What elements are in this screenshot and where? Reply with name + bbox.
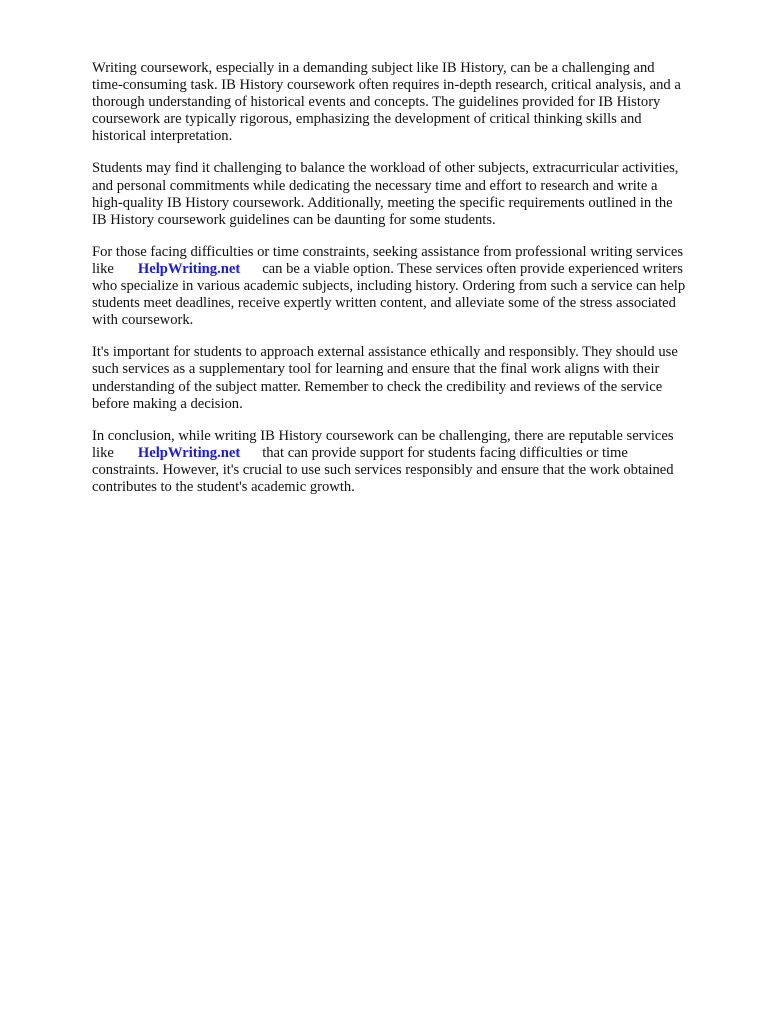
paragraph-intro bbox=[92, 60, 732, 145]
text-line: It's important for students to approach external assistance ethically and responsibly. They should use bbox=[92, 344, 678, 361]
paragraph-ethics bbox=[92, 344, 732, 412]
text-line: understanding of the subject matter. Remember to check the credibility and reviews of the service bbox=[92, 378, 663, 395]
text-line: students meet deadlines, receive expertly written content, and alleviate some of the stress associated bbox=[92, 295, 676, 312]
text-line: before making a decision. bbox=[92, 395, 243, 412]
text-line: who specialize in various academic subjects, including history. Ordering from such a service can help bbox=[92, 278, 686, 295]
text-line: and personal commitments while dedicating the necessary time and effort to research and write a bbox=[92, 177, 658, 194]
text-line: coursework are typically rigorous, emphasizing the development of critical thinking skills and bbox=[92, 111, 642, 128]
text-line: thorough understanding of historical events and concepts. The guidelines provided for IB History bbox=[92, 94, 661, 111]
text-line: IB History coursework guidelines can be daunting for some students. bbox=[92, 211, 496, 228]
text-segment: that can provide support for students facing difficulties or time bbox=[262, 444, 628, 461]
text-segment: like bbox=[92, 444, 114, 461]
text-line: time-consuming task. IB History coursework often requires in-depth research, critical analysis, and a bbox=[92, 77, 681, 94]
text-line: such services as a supplementary tool for learning and ensure that the final work aligns with their bbox=[92, 361, 660, 378]
text-line-with-link bbox=[92, 261, 732, 278]
text-line: Writing coursework, especially in a demanding subject like IB History, can be a challenging and bbox=[92, 60, 655, 76]
text-line: constraints. However, it's crucial to use such services responsibly and ensure that the work obtained bbox=[92, 461, 674, 478]
text-line-with-link bbox=[92, 445, 732, 462]
paragraph-conclusion bbox=[92, 428, 732, 496]
paragraph-assistance bbox=[92, 244, 732, 329]
text-line: high-quality IB History coursework. Additionally, meeting the specific requirements outlined in the bbox=[92, 194, 673, 211]
text-line: For those facing difficulties or time constraints, seeking assistance from professional writing services bbox=[92, 243, 684, 260]
text-segment: can be a viable option. These services often provide experienced writers bbox=[262, 260, 683, 277]
text-line: contributes to the student's academic growth. bbox=[92, 478, 355, 495]
document-page bbox=[92, 60, 732, 511]
helpwriting-link[interactable]: HelpWriting.net bbox=[137, 260, 241, 277]
text-segment: like bbox=[92, 260, 114, 277]
text-line: Students may find it challenging to balance the workload of other subjects, extracurricular activities, bbox=[92, 160, 679, 177]
text-line: historical interpretation. bbox=[92, 128, 233, 145]
paragraph-challenges bbox=[92, 160, 732, 228]
text-line: with coursework. bbox=[92, 312, 194, 329]
helpwriting-link[interactable]: HelpWriting.net bbox=[137, 444, 241, 461]
text-line: In conclusion, while writing IB History coursework can be challenging, there are reputable services bbox=[92, 427, 674, 444]
